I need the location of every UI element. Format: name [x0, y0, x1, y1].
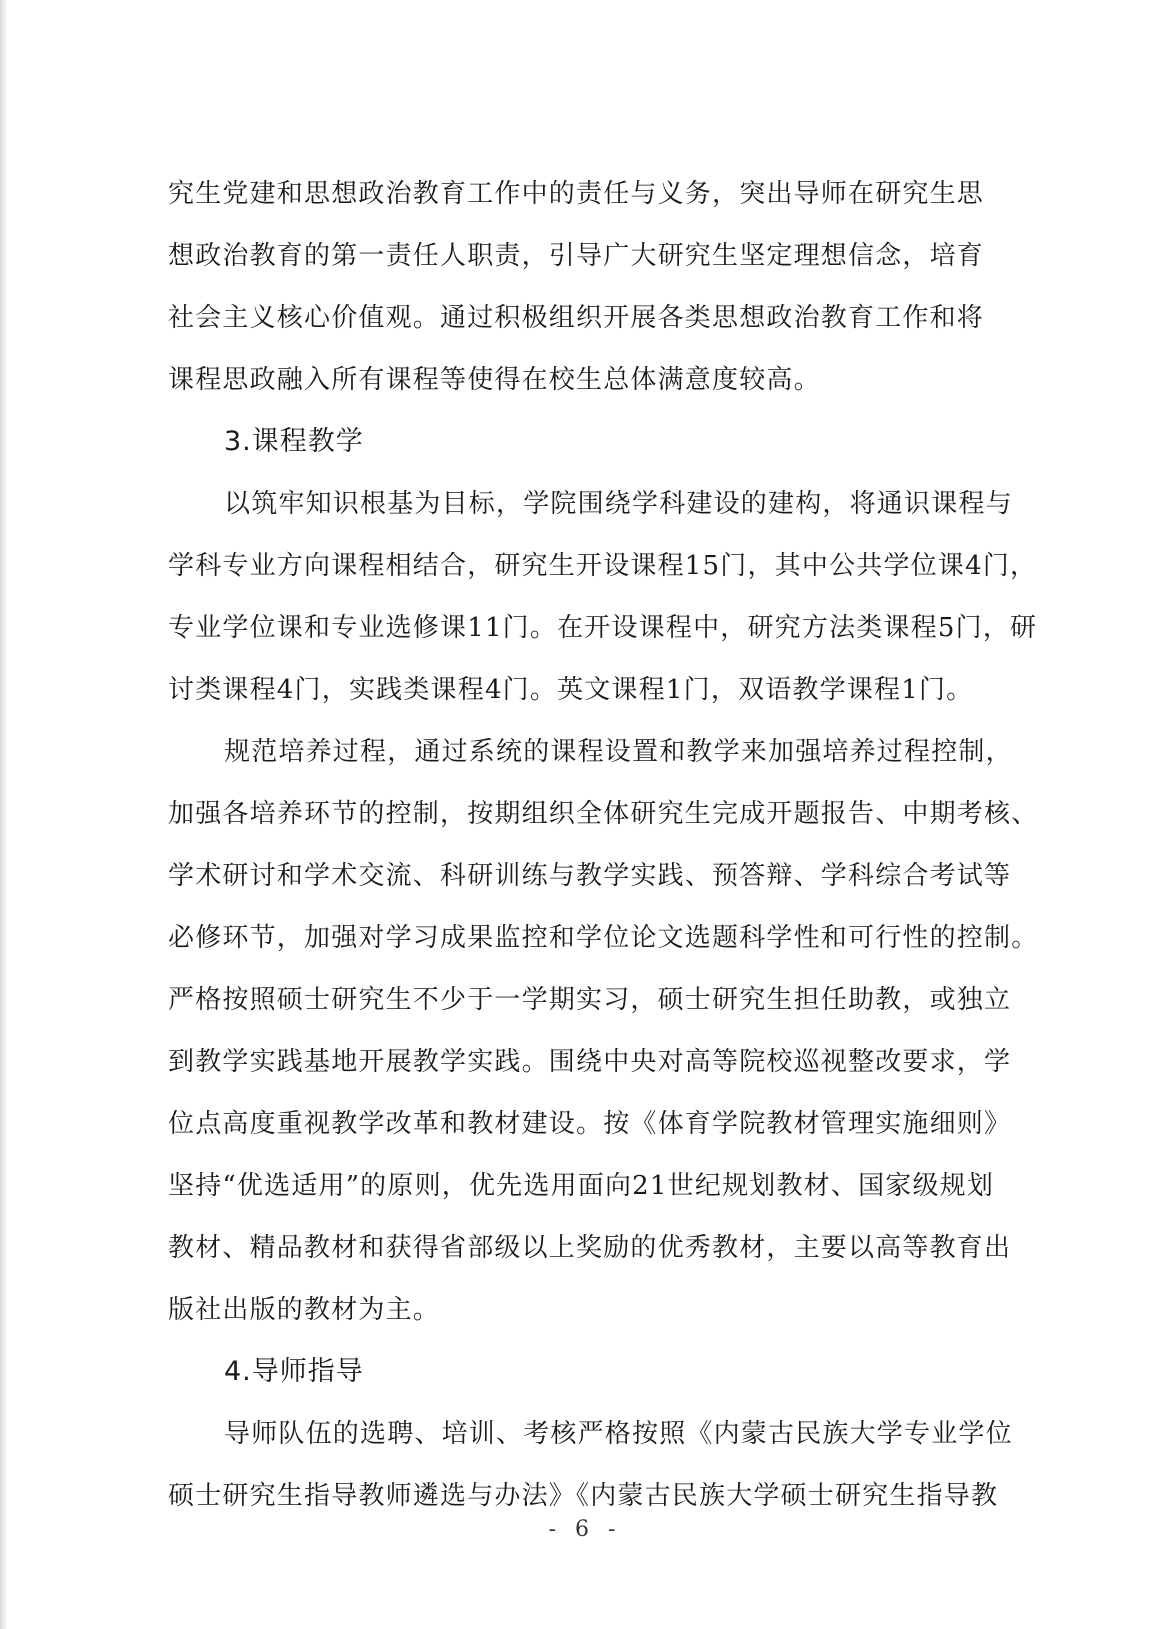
text-line: 讨类课程4门，实践类课程4门。英文课程1门，双语教学课程1门。	[168, 675, 974, 705]
paragraph-continued	[168, 163, 1038, 411]
text-line: 到教学实践基地开展教学实践。围绕中央对高等院校巡视整改要求，学	[168, 1047, 1012, 1077]
document-body	[168, 163, 1038, 1527]
text-line: 规范培养过程，通过系统的课程设置和教学来加强培养过程控制，	[224, 737, 1013, 767]
text-line: 坚持“优选适用”的原则，优先选用面向21世纪规划教材、国家级规划	[168, 1171, 995, 1201]
paragraph-supervisors	[168, 1403, 1038, 1527]
text-line: 必修环节，加强对学习成果监控和学位论文选题科学性和可行性的控制。	[168, 923, 1039, 953]
paragraph-courses	[168, 473, 1038, 721]
text-line: 硕士研究生指导教师遴选与办法》《内蒙古民族大学硕士研究生指导教	[168, 1481, 999, 1511]
text-line: 教材、精品教材和获得省部级以上奖励的优秀教材，主要以高等教育出	[168, 1233, 1012, 1263]
section-heading-course-teaching: 3.课程教学	[224, 426, 364, 457]
text-line: 严格按照硕士研究生不少于一学期实习，硕士研究生担任助教，或独立	[168, 985, 1012, 1015]
text-line: 社会主义核心价值观。通过积极组织开展各类思想政治教育工作和将	[168, 303, 985, 333]
page-number: - 6 -	[548, 1517, 622, 1542]
text-line: 专业学位课和专业选修课11门。在开设课程中，研究方法类课程5门，研	[168, 613, 1038, 643]
text-line: 版社出版的教材为主。	[168, 1295, 441, 1325]
text-line: 位点高度重视教学改革和教材建设。按《体育学院教材管理实施细则》	[168, 1109, 1012, 1139]
text-line: 课程思政融入所有课程等使得在校生总体满意度较高。	[168, 365, 821, 395]
text-line: 想政治教育的第一责任人职责，引导广大研究生坚定理想信念，培育	[168, 241, 985, 271]
paragraph-training-process	[168, 721, 1038, 1341]
text-line: 以筑牢知识根基为目标，学院围绕学科建设的建构，将通识课程与	[224, 489, 1013, 519]
text-line: 学科专业方向课程相结合，研究生开设课程15门，其中公共学位课4门，	[168, 551, 1038, 581]
page-edge-shadow	[0, 0, 8, 1629]
text-line: 学术研讨和学术交流、科研训练与教学实践、预答辩、学科综合考试等	[168, 861, 1012, 891]
text-line: 究生党建和思想政治教育工作中的责任与义务，突出导师在研究生思	[168, 179, 985, 209]
text-line: 导师队伍的选聘、培训、考核严格按照《内蒙古民族大学专业学位	[224, 1419, 1013, 1449]
text-line: 加强各培养环节的控制，按期组织全体研究生完成开题报告、中期考核、	[168, 799, 1039, 829]
section-heading-supervisor-guidance: 4.导师指导	[224, 1356, 364, 1387]
